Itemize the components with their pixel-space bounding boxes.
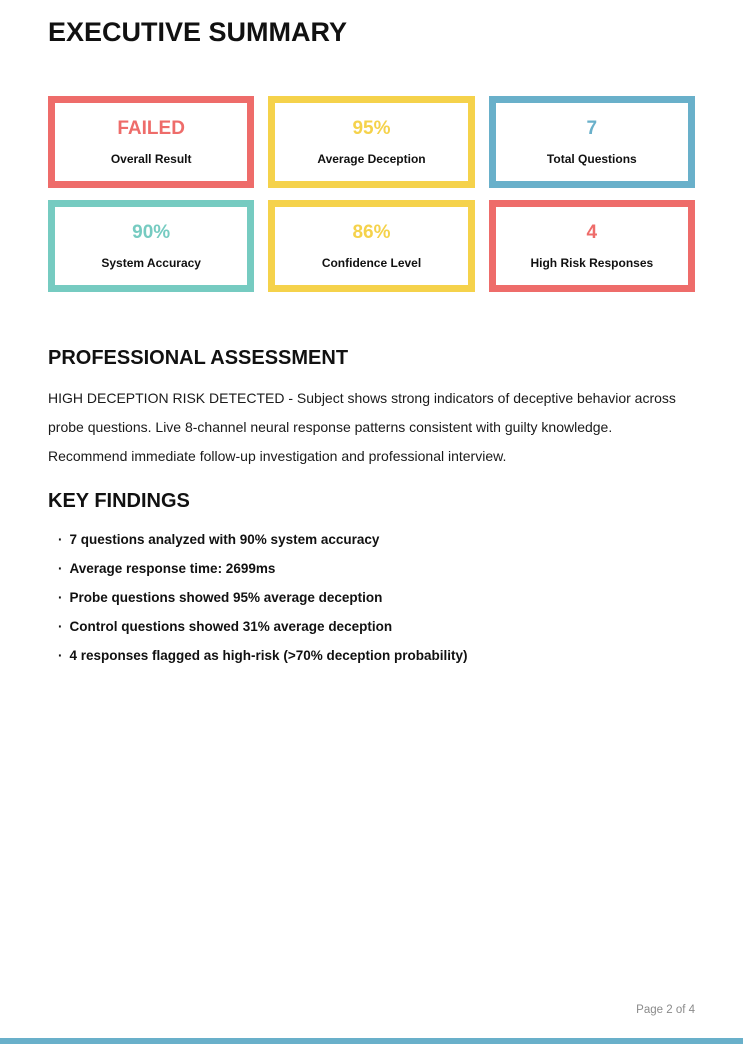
metric-card xyxy=(268,96,474,188)
key-finding-item: · Probe questions showed 95% average deception xyxy=(58,583,695,612)
professional-assessment-text: HIGH DECEPTION RISK DETECTED - Subject shows strong indicators of deceptive behavior across probe questions. Live 8-channel neural response patterns consistent with guilty knowledge. Recommend immediate follow-up investigation and professional interview. xyxy=(48,390,676,465)
metric-value: 95% xyxy=(352,118,391,140)
metric-card xyxy=(48,96,254,188)
metric-value: 86% xyxy=(352,222,391,244)
metric-label: Average Deception xyxy=(317,152,426,167)
metric-value: 4 xyxy=(586,222,598,244)
metric-label: High Risk Responses xyxy=(530,256,654,271)
summary-cards xyxy=(48,96,695,292)
metric-card xyxy=(48,200,254,292)
metric-card xyxy=(268,200,474,292)
key-findings-list xyxy=(48,525,695,670)
metric-label: Total Questions xyxy=(546,152,637,167)
page-number: Page 2 of 4 xyxy=(636,1004,695,1016)
key-finding-item: · Control questions showed 31% average deception xyxy=(58,612,695,641)
metric-value: 90% xyxy=(132,222,171,244)
key-finding-item: · 4 responses flagged as high-risk (>70% deception probability) xyxy=(58,641,695,670)
metric-label: System Accuracy xyxy=(101,256,201,271)
key-findings-heading: KEY FINDINGS xyxy=(48,490,190,513)
key-finding-item: · 7 questions analyzed with 90% system accuracy xyxy=(58,525,695,554)
page-title: EXECUTIVE SUMMARY xyxy=(48,17,348,47)
metric-label: Overall Result xyxy=(110,152,192,167)
metric-label: Confidence Level xyxy=(321,256,422,271)
metric-value: FAILED xyxy=(117,118,185,140)
key-finding-item: · Average response time: 2699ms xyxy=(58,554,695,583)
metric-card xyxy=(489,96,695,188)
metric-value: 7 xyxy=(586,118,598,140)
metric-card xyxy=(489,200,695,292)
footer-accent-bar xyxy=(0,1038,743,1044)
professional-assessment-heading: PROFESSIONAL ASSESSMENT xyxy=(48,347,349,370)
